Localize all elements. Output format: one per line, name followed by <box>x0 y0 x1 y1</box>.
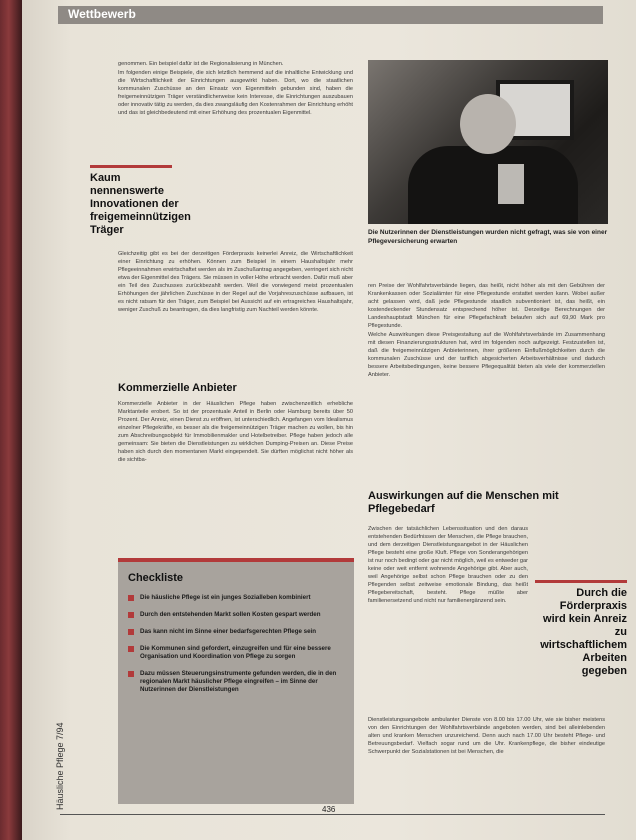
journal-name: Häusliche Pflege 7/94 <box>55 722 65 810</box>
right-text-column-bottom <box>368 716 605 757</box>
paragraph: Dienstleistungsangebote ambulanter Dienste von 8.00 bis 17.00 Uhr, wie sie bisher meistens von den Einrichtungen der Wohlfahrtsverbände angeboten werden, sind bei alleinlebenden alten und kranken Menschen unzureichend. Denn auch nach 17.00 Uhr besteht Pflege- und Betreuungsbedarf. Vielfach sogar rund um die Uhr. Krankenpflege, die bisher eindeutige Schwerpunkt der Sozialstationen ist bei Menschen, die <box>368 717 605 755</box>
checklist-item: Die häusliche Pflege ist ein junges Sozialleben kombiniert <box>128 594 344 602</box>
section-header <box>58 6 603 24</box>
checklist-item: Dazu müssen Steuerungsinstrumente gefunden werden, die in den regionalen Markt häuslicher Pflege eingreifen – im Sinne der Nutzerinnen der Dienstleistungen <box>128 670 344 694</box>
left-text-column-lower <box>118 250 353 315</box>
paragraph: Im folgenden einige Beispiele, die sich letztlich hemmend auf die inhaltliche Entwicklung und die Wirtschaftlichkeit der Einrichtungen ausgewirkt haben. Dort, wo die staatlichen kommunalen Zuschüsse an den Einsatz von Eigenmitteln gebunden sind, haben die freigemeinnützigen Träger verständlicherweise kein Interesse, die Einrichtungen auszubauen oder innovativ tätig zu werden, da dies zwangsläufig den Kostenrahmen der Einrichtung erhöht und das ist gleichbedeutend mit einer Erhöhung des prozentualen Eigenmittel. <box>118 70 353 116</box>
footer-rule <box>60 814 605 815</box>
checklist-list <box>128 594 344 703</box>
paragraph: Gleichzeitig gibt es bei der derzeitigen Förderpraxis keinerlei Anreiz, die Wirtschaftlichkeit einer Einrichtung zu erhöhen. Können zum Beispiel in einem Haushaltsjahr mehr Pflegeeinnahmen erwirtschaftet werden als im Zuschußantrag angegeben, verringert sich nicht etwa der Eigenmittel des Trägers. Sie müssen in voller Höhe erbracht werden. Dafür muß aber ein Teil des Zuschusses zurückbezahlt werden. Weil die vorwiegend meist prozentualen Erhöhungen der jährlichen Zuschüsse in der Regel auf die Vorjahreszuschüsse aufbauen, ist es nicht ratsam für den Träger, zum Beispiel bei Aussicht auf ein ertragreiches Haushaltsjahr, weniger Zuschuß zu beantragen, da dies langfristig zum Nachteil werden könnte. <box>118 251 353 313</box>
checklist-box <box>118 558 354 804</box>
checklist-item: Durch den entstehenden Markt sollen Kosten gespart werden <box>128 611 344 619</box>
glass-shape <box>498 164 524 204</box>
photo-caption: Die Nutzerinnen der Dienstleistungen wurden nicht gefragt, was sie von einer Pflegeversicherung erwarten <box>368 229 608 245</box>
page-number: 436 <box>322 805 336 814</box>
left-pullquote: Kaum nennenswerte Innovationen der freigemeinnützigen Träger <box>90 165 180 237</box>
paragraph: Zwischen der tatsächlichen Lebenssituation und den daraus entstehenden Bedürfnissen der Menschen, die Pflege brauchen, und dem derzeitigen Dienstleistungsangebot in der Häuslichen Pflege besteht eine große Kluft. Pflege von Sonderangehörigen ist nur noch bedingt oder gar nicht möglich, weil es entweder gar keine oder weit entfernt wohnende Angehörige gibt. Aber auch, weil Angehörige selbst schon Pflege brauchen oder zu den Pflegenden selbst zeitweise emotionale Bindung, das heißt Pflegebereitschaft, besteht. Pflege müßte aber familienersetzend und nicht nur familienergänzend sein. <box>368 526 528 604</box>
left-text-column <box>118 60 353 118</box>
checklist-item: Die Kommunen sind gefordert, einzugreifen und für eine bessere Organisation und Koordination von Pflege zu sorgen <box>128 645 344 661</box>
right-text-column <box>368 282 605 380</box>
book-binding <box>0 0 22 840</box>
section-title: Wettbewerb <box>68 7 136 21</box>
paragraph: genommen. Ein beispiel dafür ist die Regionalisierung in München. <box>118 61 284 67</box>
section-heading-commercial: Kommerzielle Anbieter <box>118 382 237 394</box>
section-heading-effects: Auswirkungen auf die Menschen mit Pflegebedarf <box>368 490 559 515</box>
person-head-shape <box>460 94 516 154</box>
right-text-column-lower <box>368 525 528 606</box>
left-text-column-commercial <box>118 400 353 465</box>
paragraph: Kommerzielle Anbieter in der Häuslichen Pflege haben zwischenzeitlich erhebliche Marktanteile erobert. So ist der prozentuale Anteil in Berlin oder Hamburg bereits über 50 Prozent. Der Anreiz, einen Dienst zu eröffnen, ist unterschiedlich. Angefangen vom Idealismus einzelner Pflegekräfte, es besser als die freigemeinnützigen Träger machen zu wollen, bis hin zum Abschreibungsobjekt für Immobilienmakler und Hotelbetreiber. Pflege haben jedoch alle gemeinsam: Sie bieten die Dienstleistungen zu wirklichen Dumping-Preisen an. Diese Preise haben sich durch den momentanen Markt eingependelt. Sie dürften möglichst nicht höher als die sichtba- <box>118 401 353 463</box>
paragraph: ren Preise der Wohlfahrtsverbände liegen, das heißt, nicht höher als mit den Gebühren der Krankenkassen oder Sozialämter für eine Pflegestunde erstattet werden kann. Wobei außer acht gelassen wird, daß jede Pflegestunde staatlich subventioniert ist, das heißt, ein kostendeckender Stundensatz entsprechend höher ist. Derzeitige Berechnungen der Landeshauptstadt München für eine Pflegefachkraft belaufen sich auf 69,90 Mark pro Pflegestunde. <box>368 283 605 329</box>
checklist-title: Checkliste <box>128 572 184 584</box>
paragraph: Welche Auswirkungen diese Preisgestaltung auf die Wohlfahrtsverbände im Zusammenhang mit diesen Finanzierungsstrukturen hat, wird im folgenden noch aufgezeigt. Festzustellen ist, daß die freigemeinnützigen Anbieterinnen, ihrer größeren Einflußmöglichkeiten durch die kommunalen Zuschüsse und der tariflich abgesicherten Arbeitsverhältnisse und dadurch bessere Arbeitsbedingungen, keine bessere Pflegequalität bieten als viele der kommerziellen Anbieter. <box>368 332 605 378</box>
right-pullquote: Durch die Förderpraxis wird kein Anreiz zu wirtschaftlichem Arbeiten gegeben <box>535 580 627 678</box>
person-shoulder-shape <box>408 146 578 224</box>
article-photo <box>368 60 608 224</box>
checklist-item: Das kann nicht im Sinne einer bedarfsgerechten Pflege sein <box>128 628 344 636</box>
